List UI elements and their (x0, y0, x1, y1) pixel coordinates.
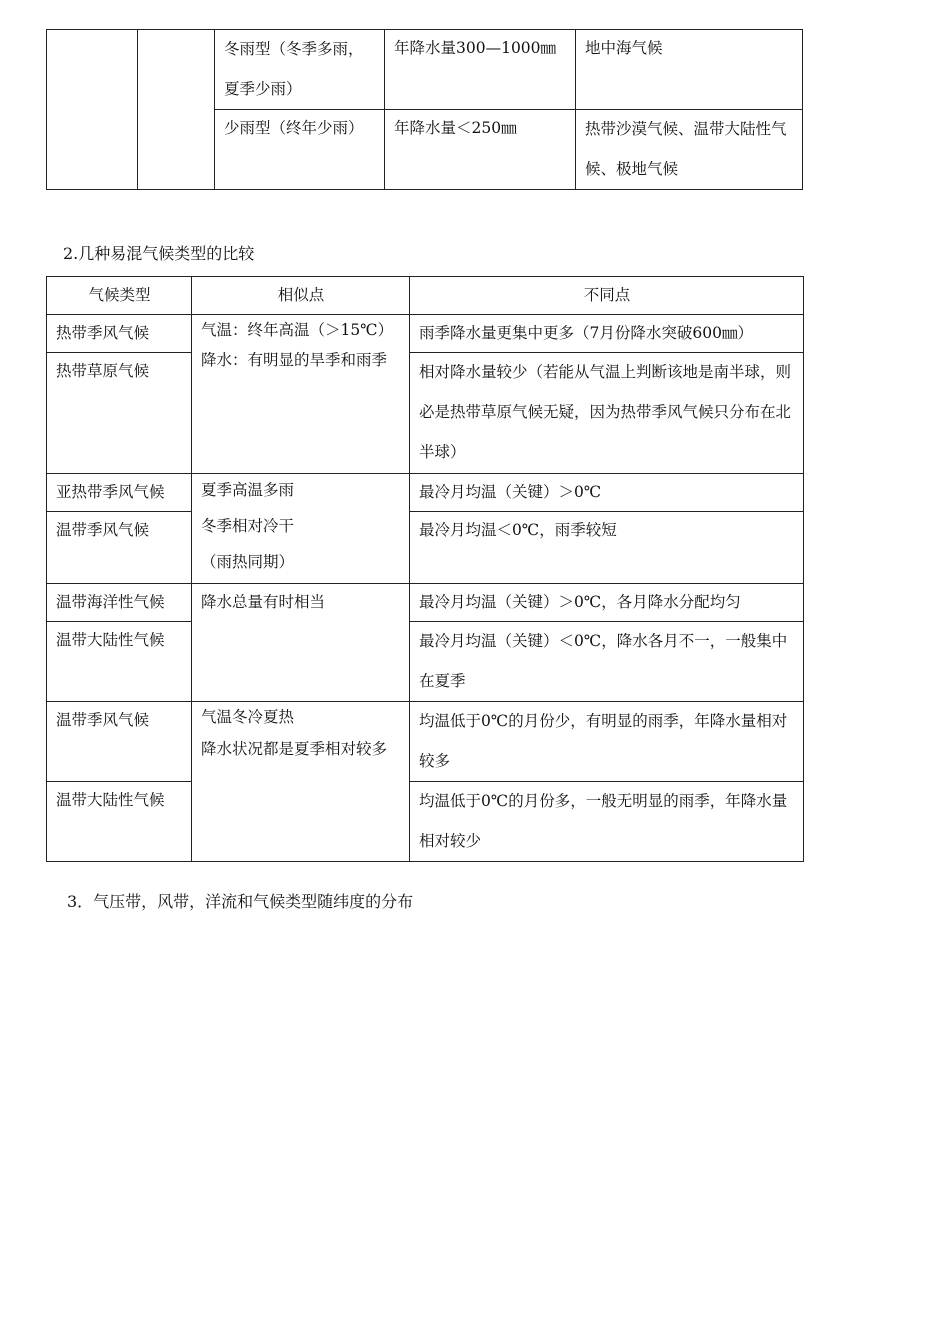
table-row (47, 622, 804, 702)
similarity-cell (192, 474, 410, 584)
climate-type-cell: 温带大陆性气候 (56, 631, 165, 649)
climate-type-cell: 温带季风气候 (56, 521, 150, 539)
header-climate-type: 气候类型 (88, 286, 151, 304)
table-header-row (47, 277, 804, 315)
climate-type-cell: 温带大陆性气候 (56, 791, 165, 809)
precip-type-cell: 少雨型（终年少雨） (224, 119, 364, 137)
climate-type-cell: 热带草原气候 (56, 362, 150, 380)
climate-cell: 地中海气候 (585, 39, 663, 57)
table-row (47, 474, 804, 512)
climate-type-cell: 热带季风气候 (56, 324, 150, 342)
difference-cell: 均温低于0℃的月份少，有明显的雨季，年降水量相对较多 (419, 712, 788, 770)
similarity-line: （雨热同期） (201, 553, 295, 571)
table-row (47, 30, 803, 110)
similarity-line: 降水：有明显的旱季和雨季 (201, 351, 388, 369)
table-row (47, 353, 804, 474)
similarity-line: 气温：终年高温（＞15℃） (201, 321, 394, 339)
difference-cell: 最冷月均温（关键）＜0℃，降水各月不一，一般集中在夏季 (419, 632, 788, 690)
table-row (47, 512, 804, 584)
similarity-line: 夏季高温多雨 (201, 481, 295, 499)
header-difference: 不同点 (583, 286, 631, 304)
table-row (47, 702, 804, 782)
difference-cell: 最冷月均温＜0℃，雨季较短 (419, 521, 617, 539)
climate-type-cell: 亚热带季风气候 (56, 483, 165, 501)
empty-cell (138, 30, 215, 190)
similarity-line: 降水状况都是夏季相对较多 (201, 740, 388, 758)
climate-type-cell: 温带季风气候 (56, 711, 150, 729)
climate-type-cell: 温带海洋性气候 (56, 593, 165, 611)
similarity-line: 冬季相对冷干 (201, 517, 295, 535)
table-row (47, 782, 804, 862)
difference-cell: 雨季降水量更集中更多（7月份降水突破600㎜） (419, 324, 753, 342)
climate-comparison-table (46, 276, 804, 862)
difference-cell: 最冷月均温（关键）＞0℃ (419, 483, 602, 501)
header-similarity: 相似点 (277, 286, 325, 304)
climate-cell: 热带沙漠气候、温带大陆性气候、极地气候 (585, 120, 787, 178)
similarity-cell (192, 584, 410, 702)
similarity-line: 降水总量有时相当 (201, 593, 326, 611)
precip-type-table (46, 29, 803, 190)
precip-amount-cell: 年降水量300—1000㎜ (394, 39, 557, 57)
section-2-heading: 2.几种易混气候类型的比较 (63, 244, 255, 263)
similarity-cell (192, 315, 410, 474)
precip-type-cell: 冬雨型（冬季多雨，夏季少雨） (224, 40, 364, 98)
section-3-heading: 3．气压带，风带，洋流和气候类型随纬度的分布 (67, 892, 414, 911)
difference-cell: 最冷月均温（关键）＞0℃，各月降水分配均匀 (419, 593, 741, 611)
empty-cell (47, 30, 138, 190)
difference-cell: 均温低于0℃的月份多，一般无明显的雨季，年降水量相对较少 (419, 792, 788, 850)
difference-cell: 相对降水量较少（若能从气温上判断该地是南半球，则必是热带草原气候无疑，因为热带季风气候只分布在北半球） (419, 363, 792, 461)
similarity-cell (192, 702, 410, 862)
similarity-line: 气温冬冷夏热 (201, 708, 295, 726)
precip-amount-cell: 年降水量＜250㎜ (394, 119, 517, 137)
